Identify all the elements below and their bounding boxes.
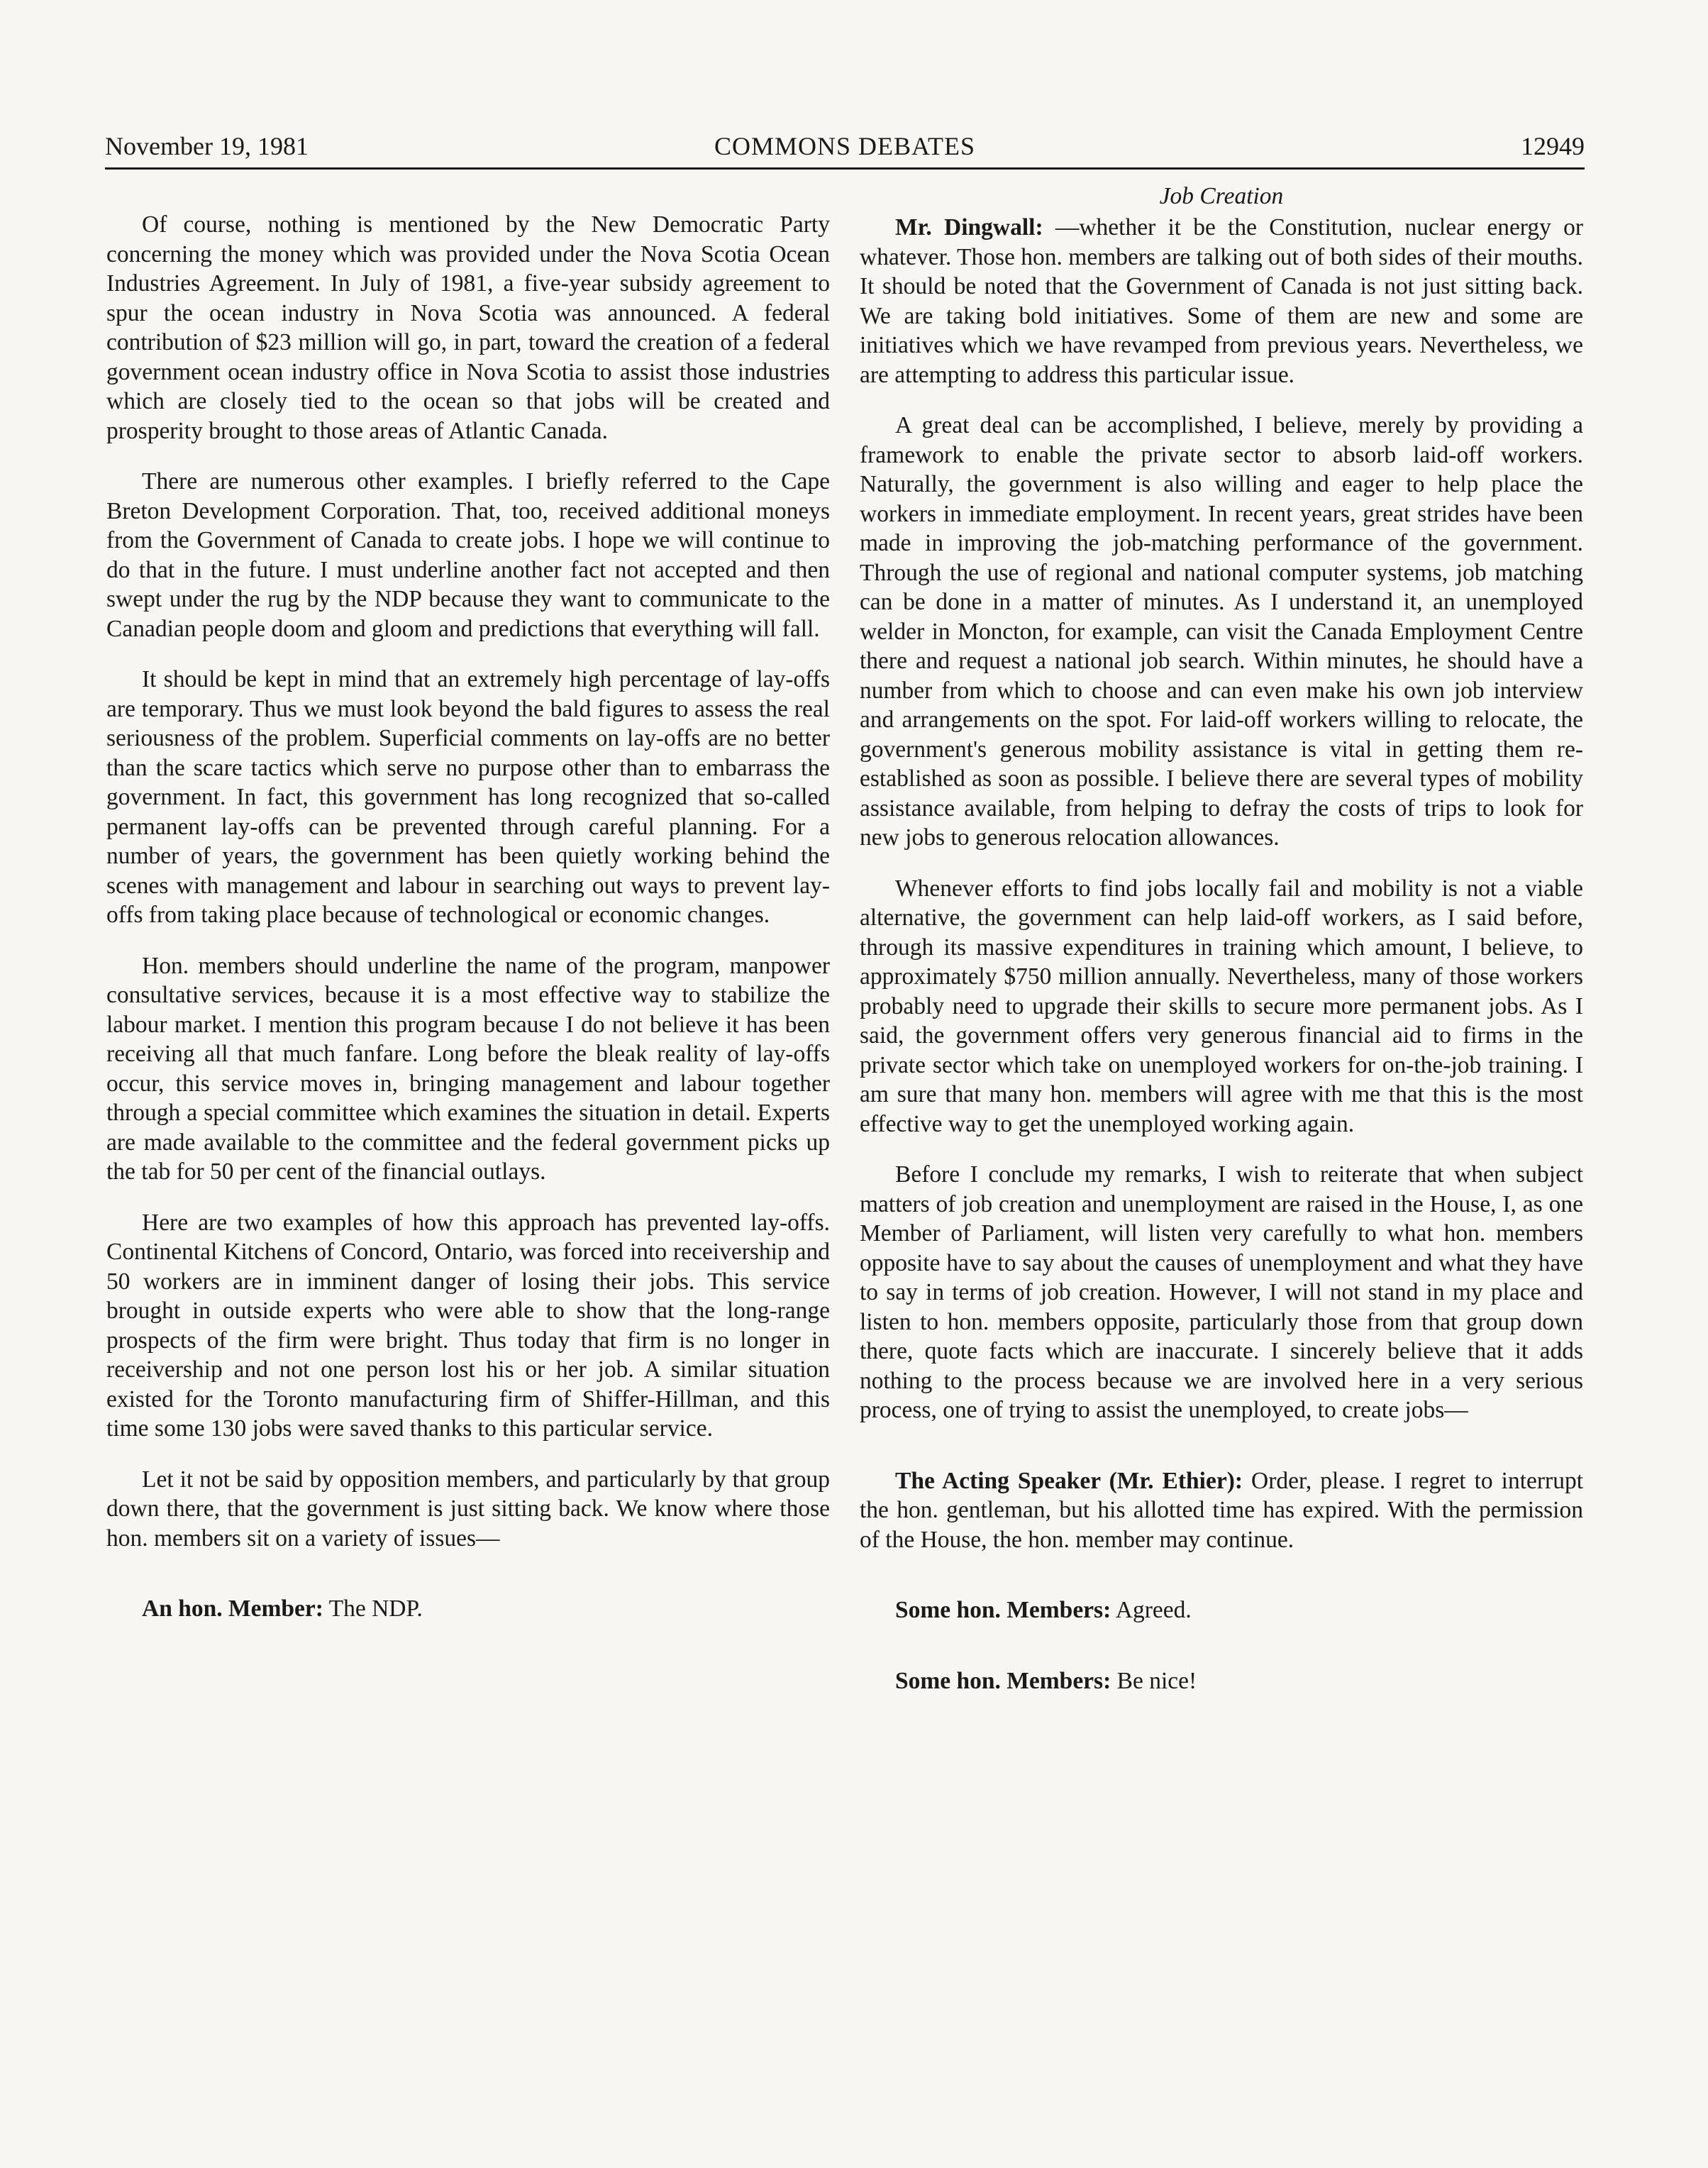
- paragraph: Let it not be said by opposition members, and particularly by that group down there, that the government is just sitting back. We know where those hon. members sit on a variety of issues—: [106, 1466, 830, 1552]
- header-page-number: 12949: [1521, 132, 1585, 160]
- interjection: [106, 1594, 830, 1624]
- speaker-name: The Acting Speaker: [895, 1467, 1101, 1494]
- paragraph: Before I conclude my remarks, I wish to reiterate that when subject matters of job creation and unemployment are raised in the House, I, as one Member of Parliament, will listen very carefully to what hon. members opposite have to say about the causes of unemployment and what they have to say in terms of job creation. However, I will not stand in my place and listen to hon. members opposite, particularly those from that group down there, quote facts which are inaccurate. I sincerely believe that it adds nothing to the process because we are involved here in a very serious process, one of trying to assist the unemployed, to create jobs—: [860, 1161, 1583, 1423]
- speaker-name: Some hon. Members:: [895, 1597, 1111, 1623]
- subject-heading: Job Creation: [1159, 183, 1284, 209]
- paragraph: Whenever efforts to find jobs locally fail and mobility is not a viable alternative, the government can help laid-off workers, as I said before, through its massive expenditures in training which amount, I believe, to approximately $750 million annually. Nevertheless, many of those workers probably need to upgrade their skills to secure more permanent jobs. As I said, the government offers very generous financial aid to firms in the private sector which take on unemployed workers for on-the-job training. I am sure that many hon. members will agree with me that this is the most effective way to get the unemployed working again.: [860, 875, 1583, 1137]
- speech-text: Order, please. I regret to interrupt the hon. gentleman, but his allotted time has expired. With the permission of the House, the hon. member may continue.: [860, 1467, 1584, 1553]
- speaker-name: Some hon. Members:: [895, 1667, 1111, 1694]
- page-header: [105, 125, 1585, 167]
- acting-speaker-statement: [860, 1466, 1583, 1555]
- speech-text: —whether it be the Constitution, nuclear energy or whatever. Those hon. members are talking out of both sides of their mouths. It should be noted that the Government of Canada is not just sitting back. We are taking bold initiatives. Some of them are new and some are initiatives which we have revamped from previous years. Nevertheless, we are attempting to address this particular issue.: [860, 214, 1583, 388]
- paragraph: A great deal can be accomplished, I believe, merely by providing a framework to enable the private sector to absorb laid-off workers. Naturally, the government is also willing and eager to help place the workers in immediate employment. In recent years, great strides have been made in improving the job-matching performance of the government. Through the use of regional and national computer systems, job matching can be done in a matter of minutes. As I understand it, an unemployed welder in Moncton, for example, can visit the Canada Employment Centre there and request a national job search. Within minutes, he should have a number from which to choose and can even make his own job interview and arrangements on the spot. For laid-off workers willing to relocate, the government's generous mobility assistance is vital in getting them re-established as soon as possible. I believe there are several types of mobility assistance available, from helping to defray the costs of trips to look for new jobs to generous relocation allowances.: [860, 412, 1583, 851]
- paragraph: There are numerous other examples. I briefly referred to the Cape Breton Development Corporation. That, too, received additional moneys from the Government of Canada to create jobs. I hope we will continue to do that in the future. I must underline another fact not accepted and then swept under the rug by the NDP because they want to communicate to the Canadian people doom and gloom and predictions that everything will fall.: [106, 468, 830, 642]
- header-title: COMMONS DEBATES: [714, 132, 976, 160]
- speech-opening: [860, 213, 1583, 389]
- speaker-riding: (Mr. Ethier):: [1100, 1467, 1243, 1494]
- speaker-name: An hon. Member:: [142, 1595, 323, 1622]
- header-rule: [105, 167, 1585, 170]
- left-column: [106, 210, 830, 1645]
- members-response: [860, 1666, 1583, 1696]
- speaker-name: Mr. Dingwall:: [895, 214, 1043, 240]
- speech-text: Agreed.: [1111, 1597, 1192, 1623]
- speech-text: The NDP.: [323, 1595, 423, 1622]
- paragraph: Here are two examples of how this approach has prevented lay-offs. Continental Kitchens of Concord, Ontario, was forced into receivership and 50 workers are in imminent danger of losing their jobs. This service brought in outside experts who were able to show that the long-range prospects of the firm were bright. Thus today that firm is no longer in receivership and not one person lost his or her job. A similar situation existed for the Toronto manufacturing firm of Shiffer-Hillman, and this time some 130 jobs were saved thanks to this particular service.: [106, 1209, 830, 1442]
- speech-text: Be nice!: [1111, 1667, 1197, 1694]
- right-column: [860, 182, 1583, 1717]
- members-response: [860, 1595, 1583, 1625]
- paragraph: It should be kept in mind that an extremely high percentage of lay-offs are temporary. Thus we must look beyond the bald figures to assess the real seriousness of the problem. Superficial comments on lay-offs are no better than the scare tactics which serve no purpose other than to embarrass the government. In fact, this government has long recognized that so-called permanent lay-offs can be prevented through careful planning. For a number of years, the government has been quietly working behind the scenes with management and labour in searching out ways to prevent lay-offs from taking place because of technological or economic changes.: [106, 666, 830, 928]
- paragraph: Of course, nothing is mentioned by the New Democratic Party concerning the money which was provided under the Nova Scotia Ocean Industries Agreement. In July of 1981, a five-year subsidy agreement to spur the ocean industry in Nova Scotia was announced. A federal contribution of $23 million will go, in part, toward the creation of a federal government ocean industry office in Nova Scotia to assist those industries which are closely tied to the ocean so that jobs will be created and prosperity brought to those areas of Atlantic Canada.: [106, 211, 830, 444]
- paragraph: Hon. members should underline the name of the program, manpower consultative services, because it is a most effective way to stabilize the labour market. I mention this program because I do not believe it has been receiving all that much fanfare. Long before the bleak reality of lay-offs occur, this service moves in, bringing management and labour together through a special committee which examines the situation in detail. Experts are made available to the committee and the federal government picks up the tab for 50 per cent of the financial outlays.: [106, 952, 830, 1185]
- header-date: November 19, 1981: [105, 132, 309, 160]
